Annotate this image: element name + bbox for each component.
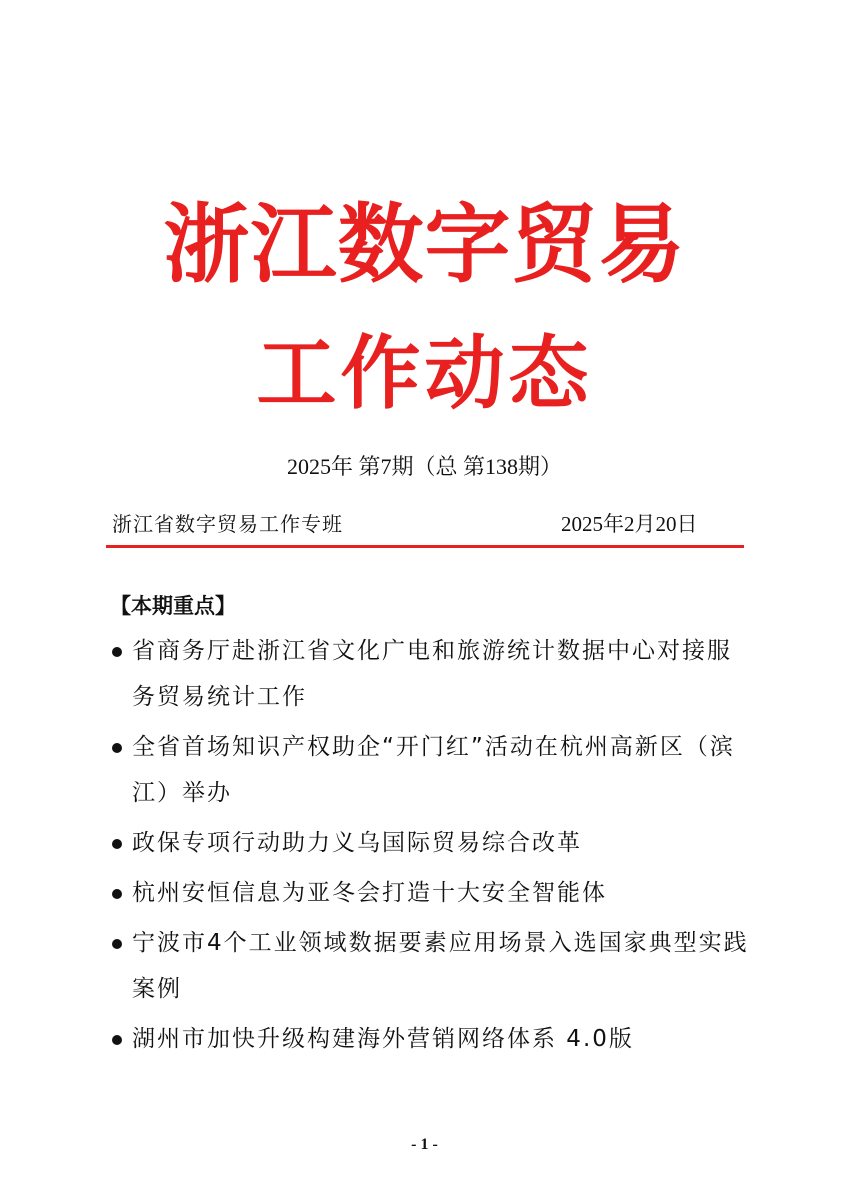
highlights-list bbox=[110, 628, 750, 1066]
highlights-heading: 【本期重点】 bbox=[110, 594, 236, 618]
highlight-item bbox=[110, 870, 750, 916]
highlight-item bbox=[110, 628, 750, 720]
bullet-icon bbox=[112, 743, 122, 753]
bullet-icon bbox=[112, 647, 122, 657]
highlight-text: 杭州安恒信息为亚冬会打造十大安全智能体 bbox=[132, 880, 607, 906]
publication-date: 2025年2月20日 bbox=[561, 512, 698, 536]
publisher-organization: 浙江省数字贸易工作专班 bbox=[112, 512, 343, 536]
highlight-text: 政保专项行动助力义乌国际贸易综合改革 bbox=[132, 830, 582, 856]
bullet-icon bbox=[112, 939, 122, 949]
highlight-item bbox=[110, 920, 750, 1012]
masthead-title-line1: 浙江数字贸易 bbox=[163, 194, 686, 295]
page-number: - 1 - bbox=[411, 1136, 438, 1153]
highlight-text: 省商务厅赴浙江省文化广电和旅游统计数据中心对接服务贸易统计工作 bbox=[132, 638, 732, 710]
bullet-icon bbox=[112, 1035, 122, 1045]
highlight-item bbox=[110, 724, 750, 816]
highlight-item bbox=[110, 820, 750, 866]
highlight-text: 宁波市4个工业领域数据要素应用场景入选国家典型实践案例 bbox=[132, 930, 749, 1002]
highlight-item bbox=[110, 1016, 750, 1062]
red-divider-line bbox=[106, 545, 744, 548]
issue-number: 2025年 第7期（总 第138期） bbox=[286, 454, 562, 479]
bullet-icon bbox=[112, 889, 122, 899]
highlight-text: 全省首场知识产权助企“开门红”活动在杭州高新区（滨江）举办 bbox=[132, 734, 735, 806]
bullet-icon bbox=[112, 839, 122, 849]
masthead-title-line2: 工作动态 bbox=[256, 326, 593, 420]
highlight-text: 湖州市加快升级构建海外营销网络体系 4.0版 bbox=[132, 1026, 634, 1052]
